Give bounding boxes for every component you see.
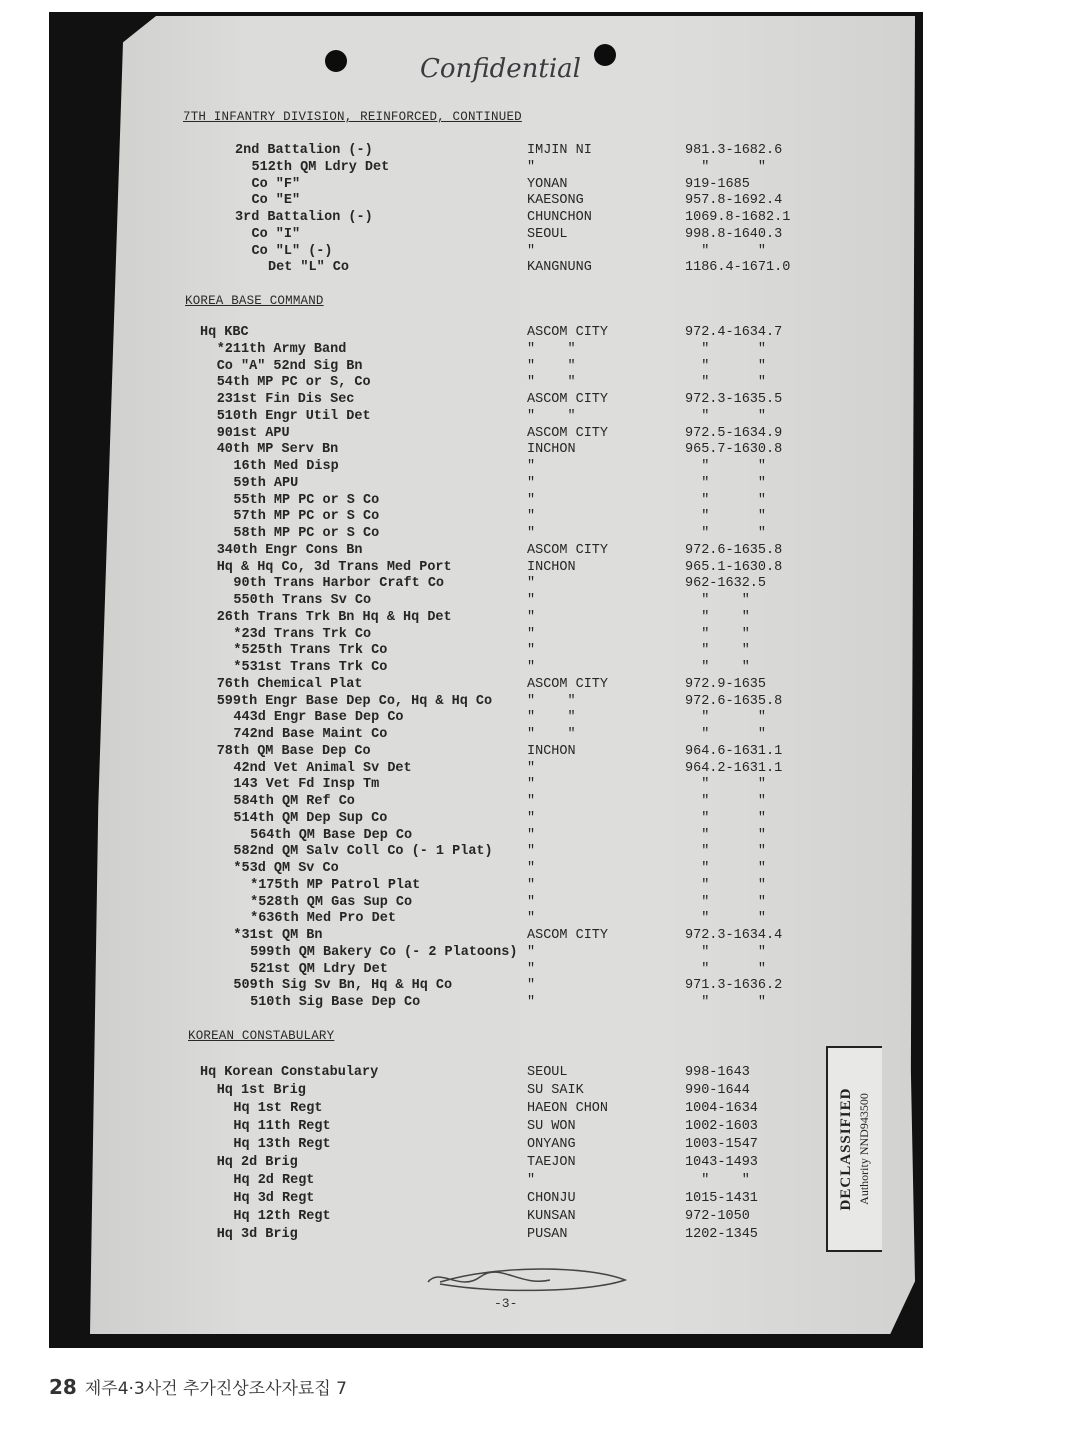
table-row xyxy=(0,560,900,577)
punch-hole xyxy=(325,50,347,72)
location: ASCOM CITY xyxy=(527,542,609,558)
coordinates: 962-1632.5 xyxy=(685,576,767,592)
table-row xyxy=(0,442,900,459)
coordinates: " " xyxy=(685,159,767,175)
location: " xyxy=(527,995,536,1010)
location: " xyxy=(527,961,536,977)
location: " xyxy=(527,827,536,843)
location: " xyxy=(527,459,536,474)
unit-name: 42nd Vet Animal Sv Det xyxy=(233,760,412,776)
unit-name: 58th MP PC or S Co xyxy=(233,526,380,541)
unit-name: *531st Trans Trk Co xyxy=(233,660,388,675)
unit-name: 340th Engr Cons Bn xyxy=(216,542,363,558)
unit-name: *211th Army Band xyxy=(216,341,347,357)
coordinates: 998-1643 xyxy=(685,1065,750,1080)
table-row xyxy=(0,761,900,778)
unit-name: 57th MP PC or S Co xyxy=(233,509,380,525)
table-row xyxy=(0,426,900,443)
unit-name: 3rd Battalion (-) xyxy=(235,210,373,225)
table-row xyxy=(0,193,900,210)
coordinates: " " xyxy=(685,911,767,927)
coordinates: 1004-1634 xyxy=(685,1101,758,1116)
table-row xyxy=(0,744,900,761)
coordinates: " " xyxy=(685,944,767,960)
location: HAEON CHON xyxy=(527,1101,609,1116)
table-row xyxy=(0,476,900,493)
section-7th-infantry-rows xyxy=(0,143,900,277)
section-title-korea-base-command: KOREA BASE COMMAND xyxy=(185,294,324,308)
coordinates: " " xyxy=(685,475,767,491)
table-row xyxy=(0,526,900,543)
table-row xyxy=(0,727,900,744)
location: ONYANG xyxy=(527,1137,576,1152)
table-row xyxy=(0,794,900,811)
table-row xyxy=(0,895,900,912)
coordinates: " " xyxy=(685,243,767,259)
coordinates: " " xyxy=(685,894,767,910)
coordinates: " " xyxy=(685,861,767,876)
table-row xyxy=(0,342,900,359)
location: " xyxy=(527,609,536,625)
location: ASCOM CITY xyxy=(527,392,609,407)
coordinates: 998.8-1640.3 xyxy=(685,226,783,242)
unit-name: Hq 11th Regt xyxy=(233,1119,331,1134)
unit-name: Det "L" Co xyxy=(268,260,350,276)
section-title-korean-constabulary: KOREAN CONSTABULARY xyxy=(188,1029,335,1043)
table-row xyxy=(0,593,900,610)
location: " " xyxy=(527,358,576,374)
table-row xyxy=(0,627,900,644)
coordinates: 965.7-1630.8 xyxy=(685,442,783,458)
location: " xyxy=(527,810,536,826)
coordinates: " " xyxy=(685,341,767,357)
unit-name: Hq 2d Regt xyxy=(233,1173,315,1188)
location: SU SAIK xyxy=(527,1083,584,1098)
location: " xyxy=(527,626,536,642)
location: " " xyxy=(527,693,576,709)
coordinates: 972.4-1634.7 xyxy=(685,325,783,340)
coordinates: " " xyxy=(685,877,767,893)
unit-name: Co "L" (-) xyxy=(251,243,333,259)
unit-name: *23d Trans Trk Co xyxy=(233,626,372,642)
unit-name: Co "F" xyxy=(251,176,301,192)
footer-page-number: 28 xyxy=(49,1375,77,1399)
unit-name: Hq & Hq Co, 3d Trans Med Port xyxy=(216,559,452,575)
table-row xyxy=(0,878,900,895)
unit-name: Hq 3d Regt xyxy=(233,1191,315,1206)
location: " xyxy=(527,844,536,860)
unit-name: 512th QM Ldry Det xyxy=(251,159,390,175)
table-row xyxy=(0,143,900,160)
location: ASCOM CITY xyxy=(527,425,609,441)
table-row xyxy=(0,828,900,845)
punch-hole xyxy=(594,44,616,66)
coordinates: " " xyxy=(685,1173,750,1188)
table-row xyxy=(0,576,900,593)
location: " xyxy=(527,475,536,491)
location: KANGNUNG xyxy=(527,260,592,276)
declassified-stamp xyxy=(826,1046,882,1252)
location: PUSAN xyxy=(527,1227,568,1242)
unit-name: 54th MP PC or S, Co xyxy=(216,375,371,391)
table-row xyxy=(0,660,900,677)
coordinates: " " xyxy=(685,827,767,843)
unit-name: 76th Chemical Plat xyxy=(216,676,363,692)
table-row xyxy=(0,978,900,995)
coordinates: 1043-1493 xyxy=(685,1155,758,1170)
table-row xyxy=(0,1119,900,1137)
signature-scribble-icon xyxy=(420,1262,630,1296)
location: " " xyxy=(527,408,576,424)
unit-name: 90th Trans Harbor Craft Co xyxy=(233,576,445,592)
table-row xyxy=(0,1065,900,1083)
location: ASCOM CITY xyxy=(527,676,609,692)
coordinates: " " xyxy=(685,492,767,508)
unit-name: 599th QM Bakery Co (- 2 Platoons) xyxy=(250,944,518,960)
location: SEOUL xyxy=(527,226,568,242)
location: INCHON xyxy=(527,442,576,458)
unit-name: Hq 1st Brig xyxy=(216,1083,306,1098)
coordinates: 1003-1547 xyxy=(685,1137,758,1152)
unit-name: *31st QM Bn xyxy=(233,928,323,943)
location: ASCOM CITY xyxy=(527,928,609,943)
table-row xyxy=(0,375,900,392)
confidential-handwriting: Confidential xyxy=(420,54,581,84)
unit-name: *528th QM Gas Sup Co xyxy=(250,894,413,910)
coordinates: 972.6-1635.8 xyxy=(685,542,783,558)
coordinates: " " xyxy=(685,609,750,625)
location: INCHON xyxy=(527,743,576,759)
table-row xyxy=(0,409,900,426)
coordinates: 957.8-1692.4 xyxy=(685,193,783,209)
location: SU WON xyxy=(527,1119,576,1134)
page-number: -3- xyxy=(494,1296,518,1311)
coordinates: " " xyxy=(685,593,750,608)
coordinates: " " xyxy=(685,844,767,860)
location: " xyxy=(527,861,536,876)
coordinates: 1202-1345 xyxy=(685,1227,758,1242)
location: " xyxy=(527,894,536,910)
unit-name: *636th Med Pro Det xyxy=(250,911,396,927)
coordinates: 965.1-1630.8 xyxy=(685,559,783,575)
unit-name: *175th MP Patrol Plat xyxy=(250,877,421,893)
coordinates: 981.3-1682.6 xyxy=(685,143,783,158)
location: " xyxy=(527,492,536,508)
stamp-title: DECLASSIFIED xyxy=(838,1087,854,1211)
coordinates: 971.3-1636.2 xyxy=(685,978,783,994)
table-row xyxy=(0,359,900,376)
section-title-7th-infantry: 7TH INFANTRY DIVISION, REINFORCED, CONTINUED xyxy=(183,110,522,124)
unit-name: 550th Trans Sv Co xyxy=(233,593,372,608)
coordinates: 1186.4-1671.0 xyxy=(685,260,791,276)
unit-name: *53d QM Sv Co xyxy=(233,861,339,876)
location: " xyxy=(527,877,536,893)
footer xyxy=(49,1374,347,1399)
coordinates: " " xyxy=(685,660,750,675)
table-row xyxy=(0,1155,900,1173)
location: " xyxy=(527,509,536,525)
unit-name: Hq 3d Brig xyxy=(216,1227,298,1242)
table-row xyxy=(0,777,900,794)
location: " " xyxy=(527,375,576,391)
table-row xyxy=(0,945,900,962)
table-row xyxy=(0,1227,900,1245)
coordinates: " " xyxy=(685,375,767,391)
unit-name: 514th QM Dep Sup Co xyxy=(233,810,388,826)
table-row xyxy=(0,260,900,277)
location: " xyxy=(527,777,536,793)
unit-name: 2nd Battalion (-) xyxy=(235,143,373,158)
unit-name: Hq 12th Regt xyxy=(233,1209,331,1224)
table-row xyxy=(0,962,900,979)
table-row xyxy=(0,493,900,510)
location: " " xyxy=(527,710,576,726)
coordinates: " " xyxy=(685,459,767,474)
unit-name: 509th Sig Sv Bn, Hq & Hq Co xyxy=(233,978,453,994)
unit-name: Hq KBC xyxy=(200,325,249,340)
location: ASCOM CITY xyxy=(527,325,609,340)
unit-name: 26th Trans Trk Bn Hq & Hq Det xyxy=(216,609,452,625)
location: " xyxy=(527,526,536,541)
section-constabulary-rows xyxy=(0,1065,900,1245)
location: " xyxy=(527,660,536,675)
table-row xyxy=(0,643,900,660)
coordinates: " " xyxy=(685,358,767,374)
coordinates: " " xyxy=(685,509,767,525)
coordinates: " " xyxy=(685,995,767,1010)
coordinates: 990-1644 xyxy=(685,1083,750,1098)
unit-name: Hq 2d Brig xyxy=(216,1155,298,1170)
location: " xyxy=(527,576,536,592)
table-row xyxy=(0,694,900,711)
coordinates: " " xyxy=(685,408,767,424)
table-row xyxy=(0,811,900,828)
unit-name: 443d Engr Base Dep Co xyxy=(233,710,404,726)
location: " " xyxy=(527,727,576,742)
unit-name: 510th Sig Base Dep Co xyxy=(250,995,421,1010)
coordinates: 972.3-1634.4 xyxy=(685,928,783,943)
table-row xyxy=(0,325,900,342)
table-row xyxy=(0,610,900,627)
table-row xyxy=(0,677,900,694)
unit-name: 901st APU xyxy=(216,425,290,441)
location: " xyxy=(527,944,536,960)
coordinates: 1015-1431 xyxy=(685,1191,758,1206)
unit-name: *525th Trans Trk Co xyxy=(233,643,388,659)
unit-name: Hq 1st Regt xyxy=(233,1101,323,1116)
unit-name: 143 Vet Fd Insp Tm xyxy=(233,777,380,793)
location: " xyxy=(527,593,536,608)
table-row xyxy=(0,844,900,861)
table-row xyxy=(0,392,900,409)
unit-name: 564th QM Base Dep Co xyxy=(250,827,413,843)
footer-book-title: 제주4·3사건 추가진상조사자료집 7 xyxy=(84,1379,347,1399)
location: " xyxy=(527,978,536,994)
location: CHONJU xyxy=(527,1191,576,1206)
location: " xyxy=(527,243,536,259)
coordinates: " " xyxy=(685,710,767,726)
unit-name: 16th Med Disp xyxy=(233,459,339,474)
location: TAEJON xyxy=(527,1155,576,1170)
unit-name: 742nd Base Maint Co xyxy=(233,727,388,742)
unit-name: 59th APU xyxy=(233,475,299,491)
location: KUNSAN xyxy=(527,1209,576,1224)
unit-name: 78th QM Base Dep Co xyxy=(216,743,371,759)
coordinates: 1002-1603 xyxy=(685,1119,758,1134)
location: YONAN xyxy=(527,176,568,192)
table-row xyxy=(0,160,900,177)
unit-name: 521st QM Ldry Det xyxy=(250,961,388,977)
section-kbc-rows xyxy=(0,325,900,1012)
location: CHUNCHON xyxy=(527,210,592,225)
location: KAESONG xyxy=(527,193,584,209)
table-row xyxy=(0,911,900,928)
location: IMJIN NI xyxy=(527,143,592,158)
coordinates: 1069.8-1682.1 xyxy=(685,210,791,225)
table-row xyxy=(0,861,900,878)
table-row xyxy=(0,1101,900,1119)
location: " xyxy=(527,643,536,659)
table-row xyxy=(0,710,900,727)
table-row xyxy=(0,1191,900,1209)
table-row xyxy=(0,1137,900,1155)
location: " xyxy=(527,911,536,927)
table-row xyxy=(0,210,900,227)
location: " " xyxy=(527,341,576,357)
unit-name: Co "E" xyxy=(251,193,301,209)
table-row xyxy=(0,1173,900,1191)
unit-name: 599th Engr Base Dep Co, Hq & Hq Co xyxy=(216,693,493,709)
stamp-authority: Authority NND943500 xyxy=(857,1093,871,1205)
table-row xyxy=(0,928,900,945)
unit-name: 231st Fin Dis Sec xyxy=(216,392,355,407)
coordinates: 972.5-1634.9 xyxy=(685,425,783,441)
coordinates: " " xyxy=(685,643,750,659)
unit-name: Co "I" xyxy=(251,226,301,242)
unit-name: 510th Engr Util Det xyxy=(216,408,371,424)
coordinates: 972.6-1635.8 xyxy=(685,693,783,709)
coordinates: " " xyxy=(685,794,767,809)
coordinates: 972.9-1635 xyxy=(685,676,767,692)
coordinates: 972.3-1635.5 xyxy=(685,392,783,407)
unit-name: Hq 13th Regt xyxy=(233,1137,331,1152)
table-row xyxy=(0,244,900,261)
table-row xyxy=(0,509,900,526)
unit-name: 582nd QM Salv Coll Co (- 1 Plat) xyxy=(233,844,493,860)
coordinates: " " xyxy=(685,777,767,793)
table-row xyxy=(0,1209,900,1227)
unit-name: 40th MP Serv Bn xyxy=(216,442,339,458)
location: SEOUL xyxy=(527,1065,568,1080)
location: " xyxy=(527,159,536,175)
coordinates: " " xyxy=(685,626,750,642)
coordinates: " " xyxy=(685,810,767,826)
location: " xyxy=(527,760,536,776)
unit-name: Hq Korean Constabulary xyxy=(200,1065,379,1080)
coordinates: 919-1685 xyxy=(685,176,750,192)
coordinates: " " xyxy=(685,961,767,977)
location: INCHON xyxy=(527,559,576,575)
coordinates: " " xyxy=(685,727,767,742)
unit-name: 55th MP PC or S Co xyxy=(233,492,380,508)
table-row xyxy=(0,995,900,1012)
coordinates: 964.2-1631.1 xyxy=(685,760,783,776)
coordinates: " " xyxy=(685,526,767,541)
table-row xyxy=(0,459,900,476)
unit-name: Co "A" 52nd Sig Bn xyxy=(216,358,363,374)
location: " xyxy=(527,794,536,809)
table-row xyxy=(0,227,900,244)
coordinates: 964.6-1631.1 xyxy=(685,743,783,759)
table-row xyxy=(0,543,900,560)
unit-name: 584th QM Ref Co xyxy=(233,794,355,809)
table-row xyxy=(0,1083,900,1101)
coordinates: 972-1050 xyxy=(685,1209,750,1224)
location: " xyxy=(527,1173,536,1188)
table-row xyxy=(0,177,900,194)
